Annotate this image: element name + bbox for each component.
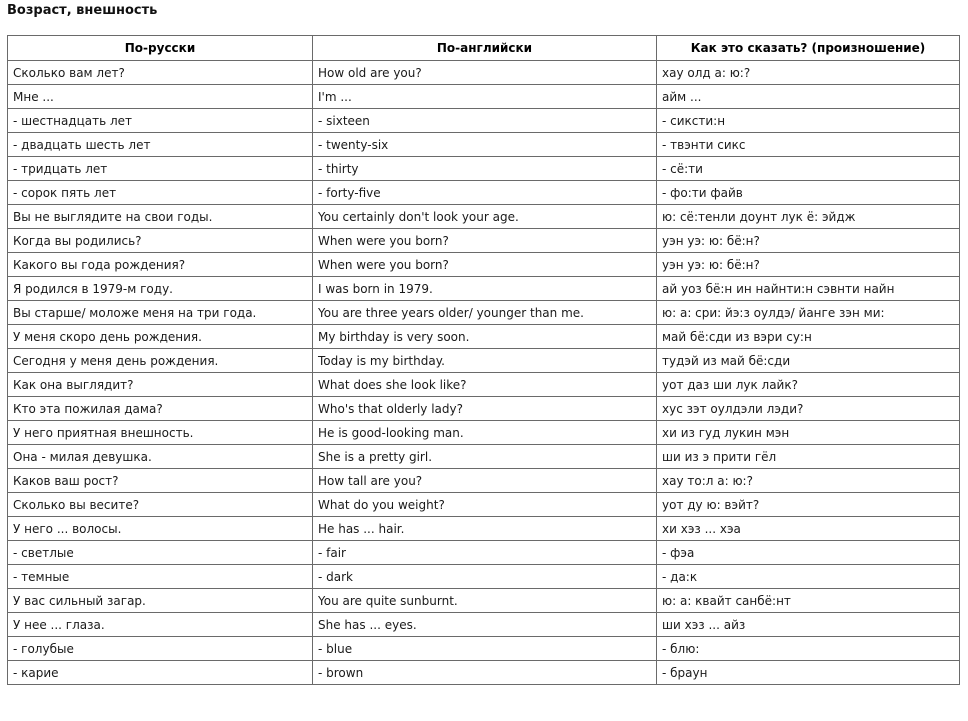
table-body (8, 61, 960, 685)
cell-pronunciation: уот ду ю: вэйт? (657, 493, 960, 517)
cell-pronunciation: тудэй из май бё:сди (657, 349, 960, 373)
table-row (8, 133, 960, 157)
cell-pronunciation: май бё:сди из вэри су:н (657, 325, 960, 349)
cell-russian: Сколько вы весите? (8, 493, 313, 517)
table-row (8, 565, 960, 589)
cell-pronunciation: - да:к (657, 565, 960, 589)
cell-english: What does she look like? (313, 373, 657, 397)
cell-pronunciation: уэн уэ: ю: бё:н? (657, 229, 960, 253)
phrasebook-table (7, 35, 960, 685)
table-row (8, 541, 960, 565)
cell-russian: Когда вы родились? (8, 229, 313, 253)
cell-pronunciation: ши из э прити гёл (657, 445, 960, 469)
cell-english: Who's that olderly lady? (313, 397, 657, 421)
cell-english: I was born in 1979. (313, 277, 657, 301)
cell-english: - thirty (313, 157, 657, 181)
table-header-row (8, 36, 960, 61)
table-row (8, 469, 960, 493)
cell-pronunciation: - твэнти сикс (657, 133, 960, 157)
cell-english: - dark (313, 565, 657, 589)
table-row (8, 61, 960, 85)
cell-english: You are three years older/ younger than me. (313, 301, 657, 325)
cell-pronunciation: - фэа (657, 541, 960, 565)
cell-english: I'm ... (313, 85, 657, 109)
cell-pronunciation: ю: а: квайт санбё:нт (657, 589, 960, 613)
cell-english: How tall are you? (313, 469, 657, 493)
cell-russian: - светлые (8, 541, 313, 565)
cell-pronunciation: хау то:л а: ю:? (657, 469, 960, 493)
table-row (8, 109, 960, 133)
cell-russian: Сегодня у меня день рождения. (8, 349, 313, 373)
cell-pronunciation: хи из гуд лукин мэн (657, 421, 960, 445)
cell-pronunciation: хи хэз ... хэа (657, 517, 960, 541)
cell-english: My birthday is very soon. (313, 325, 657, 349)
cell-english: Today is my birthday. (313, 349, 657, 373)
cell-english: He has ... hair. (313, 517, 657, 541)
cell-english: You certainly don't look your age. (313, 205, 657, 229)
cell-russian: - тридцать лет (8, 157, 313, 181)
cell-pronunciation: - браун (657, 661, 960, 685)
cell-russian: - двадцать шесть лет (8, 133, 313, 157)
table-row (8, 397, 960, 421)
cell-russian: - темные (8, 565, 313, 589)
table-row (8, 277, 960, 301)
cell-pronunciation: - сиксти:н (657, 109, 960, 133)
table-row (8, 325, 960, 349)
cell-russian: Мне ... (8, 85, 313, 109)
table-row (8, 253, 960, 277)
table-row (8, 445, 960, 469)
cell-pronunciation: уэн уэ: ю: бё:н? (657, 253, 960, 277)
cell-pronunciation: - фо:ти файв (657, 181, 960, 205)
cell-russian: Как она выглядит? (8, 373, 313, 397)
cell-russian: - шестнадцать лет (8, 109, 313, 133)
cell-english: She is a pretty girl. (313, 445, 657, 469)
cell-english: She has ... eyes. (313, 613, 657, 637)
cell-english: - blue (313, 637, 657, 661)
cell-pronunciation: - блю: (657, 637, 960, 661)
table-row (8, 661, 960, 685)
cell-english: How old are you? (313, 61, 657, 85)
table-row (8, 181, 960, 205)
cell-english: - fair (313, 541, 657, 565)
cell-english: - brown (313, 661, 657, 685)
cell-pronunciation: ши хэз ... айз (657, 613, 960, 637)
table-row (8, 301, 960, 325)
table-row (8, 349, 960, 373)
header-pronunciation: Как это сказать? (произношение) (657, 36, 960, 61)
cell-russian: Сколько вам лет? (8, 61, 313, 85)
table-row (8, 421, 960, 445)
cell-pronunciation: айм ... (657, 85, 960, 109)
header-russian: По-русски (8, 36, 313, 61)
cell-pronunciation: хау олд а: ю:? (657, 61, 960, 85)
cell-pronunciation: ай уоз бё:н ин найнти:н сэвнти найн (657, 277, 960, 301)
cell-english: - forty-five (313, 181, 657, 205)
cell-russian: Каков ваш рост? (8, 469, 313, 493)
cell-russian: Я родился в 1979-м году. (8, 277, 313, 301)
cell-russian: Вы не выглядите на свои годы. (8, 205, 313, 229)
table-row (8, 493, 960, 517)
cell-english: When were you born? (313, 229, 657, 253)
table-row (8, 229, 960, 253)
table-row (8, 157, 960, 181)
cell-russian: У него ... волосы. (8, 517, 313, 541)
table-row (8, 517, 960, 541)
cell-english: - twenty-six (313, 133, 657, 157)
cell-pronunciation: хус зэт оулдэли лэди? (657, 397, 960, 421)
table-row (8, 85, 960, 109)
cell-english: When were you born? (313, 253, 657, 277)
cell-russian: Она - милая девушка. (8, 445, 313, 469)
cell-russian: Вы старше/ моложе меня на три года. (8, 301, 313, 325)
cell-russian: - голубые (8, 637, 313, 661)
cell-pronunciation: ю: а: сри: йэ:з оулдэ/ йанге зэн ми: (657, 301, 960, 325)
cell-pronunciation: - сё:ти (657, 157, 960, 181)
cell-pronunciation: ю: сё:тенли доунт лук ё: эйдж (657, 205, 960, 229)
cell-english: - sixteen (313, 109, 657, 133)
cell-english: You are quite sunburnt. (313, 589, 657, 613)
cell-russian: У вас сильный загар. (8, 589, 313, 613)
cell-russian: Кто эта пожилая дама? (8, 397, 313, 421)
cell-russian: Какого вы года рождения? (8, 253, 313, 277)
page-title: Возраст, внешность (7, 3, 158, 18)
table-row (8, 613, 960, 637)
table-row (8, 205, 960, 229)
cell-russian: У нее ... глаза. (8, 613, 313, 637)
table-row (8, 589, 960, 613)
cell-english: He is good-looking man. (313, 421, 657, 445)
cell-pronunciation: уот даз ши лук лайк? (657, 373, 960, 397)
header-english: По-английски (313, 36, 657, 61)
cell-russian: У него приятная внешность. (8, 421, 313, 445)
table-row (8, 637, 960, 661)
cell-russian: - сорок пять лет (8, 181, 313, 205)
cell-russian: У меня скоро день рождения. (8, 325, 313, 349)
cell-russian: - карие (8, 661, 313, 685)
table-row (8, 373, 960, 397)
cell-english: What do you weight? (313, 493, 657, 517)
